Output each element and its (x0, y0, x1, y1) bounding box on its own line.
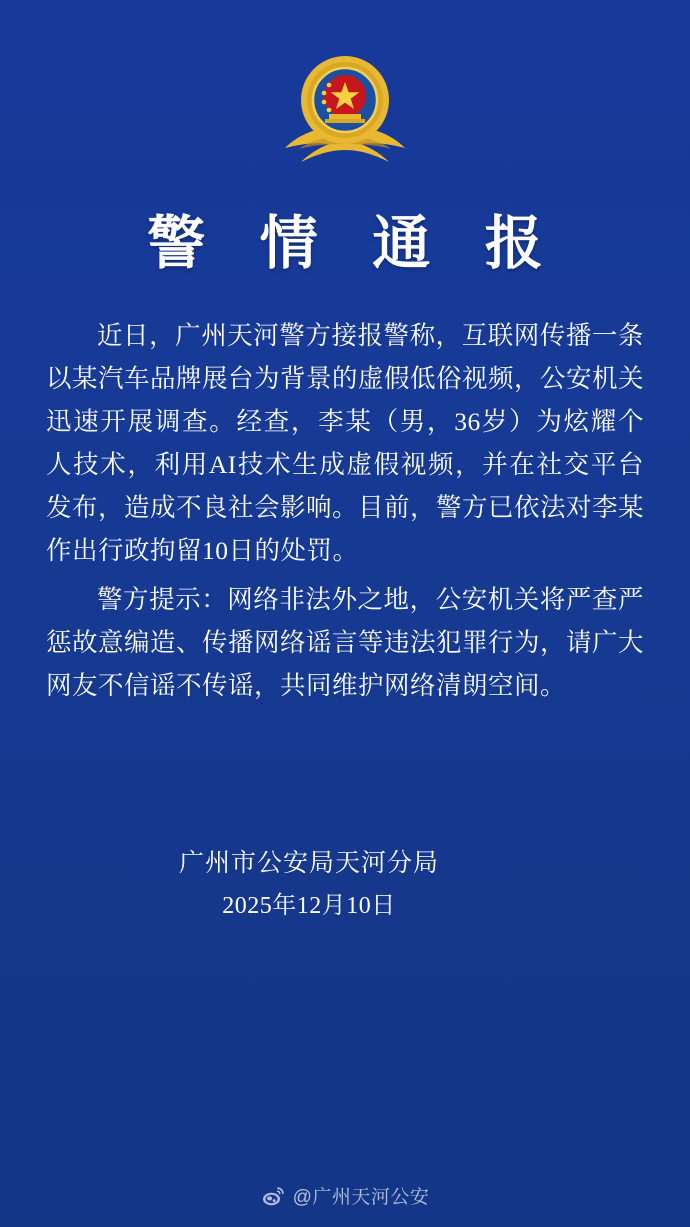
page-title: 警 情 通 报 (147, 211, 563, 276)
footer-watermark (0, 1182, 690, 1209)
weibo-icon (261, 1184, 285, 1208)
issue-date: 2025年12月10日 (222, 893, 396, 919)
emblem-container (0, 0, 690, 170)
weibo-account-label: @广州天河公安 (292, 1187, 430, 1208)
paragraph-1: 近日，广州天河警方接报警称，互联网传播一条以某汽车品牌展台为背景的虚假低俗视频，公安机关迅速开展调查。经查，李某（男，36岁）为炫耀个人技术，利用AI技术生成虚假视频，并在社交平台发布，造成不良社会影响。目前，警方已依法对李某作出行政拘留10日的处罚。 (46, 321, 645, 565)
paragraph-2: 警方提示：网络非法外之地，公安机关将严查严惩故意编造、传播网络谣言等违法犯罪行为，请广大网友不信谣不传谣，共同维护网络清朗空间。 (46, 585, 645, 700)
issuing-organization: 广州市公安局天河分局 (178, 850, 439, 877)
police-emblem-icon (279, 52, 411, 170)
signature-block (0, 843, 690, 927)
notice-body (46, 314, 644, 707)
